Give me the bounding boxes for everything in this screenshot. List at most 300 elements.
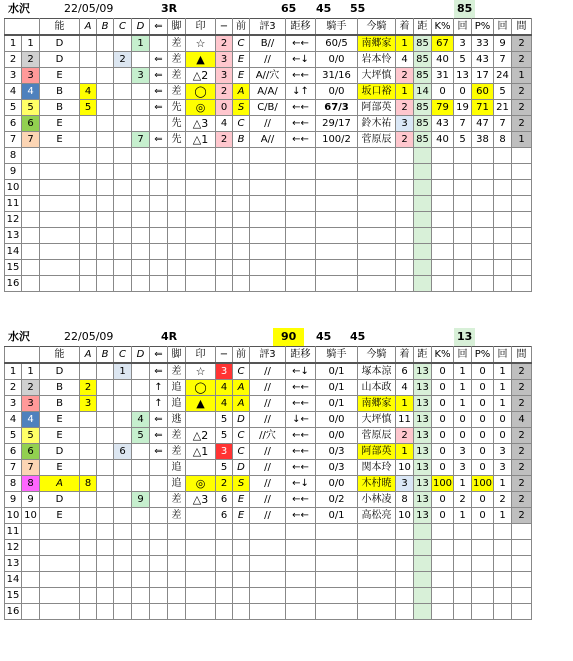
cell bbox=[168, 260, 186, 276]
cell: 4 bbox=[5, 84, 22, 100]
row-number: 11 bbox=[5, 524, 22, 540]
cell bbox=[216, 604, 233, 620]
cell bbox=[316, 180, 358, 196]
cell bbox=[132, 180, 150, 196]
cell: ↓↑ bbox=[286, 84, 316, 100]
cell bbox=[358, 228, 396, 244]
cell bbox=[432, 244, 454, 260]
cell bbox=[286, 244, 316, 260]
cell bbox=[396, 196, 414, 212]
cell bbox=[512, 260, 532, 276]
cell: 8 bbox=[494, 132, 512, 148]
cell: ←↓ bbox=[286, 52, 316, 68]
cell: A bbox=[233, 84, 250, 100]
cell: A bbox=[233, 380, 250, 396]
cell bbox=[286, 604, 316, 620]
cell bbox=[150, 244, 168, 260]
cell: 7 bbox=[494, 52, 512, 68]
cell bbox=[114, 132, 132, 148]
cell bbox=[494, 604, 512, 620]
cell: 0 bbox=[494, 428, 512, 444]
column-header: 脚 bbox=[168, 19, 186, 36]
cell bbox=[168, 588, 186, 604]
cell bbox=[396, 540, 414, 556]
cell: 0 bbox=[454, 84, 472, 100]
row-number: 8 bbox=[5, 148, 22, 164]
cell: ⇐ bbox=[150, 428, 168, 444]
cell bbox=[40, 260, 80, 276]
cell bbox=[97, 524, 114, 540]
cell bbox=[414, 180, 432, 196]
cell: E bbox=[40, 508, 80, 524]
cell bbox=[432, 604, 454, 620]
cell bbox=[414, 540, 432, 556]
cell: ⇐ bbox=[150, 132, 168, 148]
cell: △1 bbox=[186, 444, 216, 460]
cell bbox=[97, 244, 114, 260]
cell bbox=[186, 228, 216, 244]
cell: 南郷家 bbox=[358, 396, 396, 412]
cell bbox=[132, 572, 150, 588]
cell: 1 bbox=[22, 363, 40, 380]
cell: D bbox=[40, 444, 80, 460]
cell bbox=[494, 556, 512, 572]
cell bbox=[22, 244, 40, 260]
cell bbox=[233, 180, 250, 196]
cell bbox=[286, 572, 316, 588]
table-row[interactable] bbox=[5, 428, 532, 444]
cell bbox=[396, 260, 414, 276]
cell: // bbox=[250, 116, 286, 132]
empty-row bbox=[5, 196, 532, 212]
table-row[interactable] bbox=[5, 476, 532, 492]
cell: A/A/ bbox=[250, 84, 286, 100]
cell: ↑ bbox=[150, 380, 168, 396]
cell bbox=[494, 572, 512, 588]
cell bbox=[168, 540, 186, 556]
cell bbox=[216, 260, 233, 276]
cell: ←← bbox=[286, 35, 316, 52]
cell: 先 bbox=[168, 100, 186, 116]
cell bbox=[114, 540, 132, 556]
cell bbox=[22, 588, 40, 604]
cell: 5 bbox=[216, 412, 233, 428]
cell: 2 bbox=[512, 444, 532, 460]
cell bbox=[97, 412, 114, 428]
cell bbox=[132, 476, 150, 492]
cell: ←← bbox=[286, 132, 316, 148]
row-number: 16 bbox=[5, 604, 22, 620]
cell: 10 bbox=[396, 460, 414, 476]
empty-row bbox=[5, 540, 532, 556]
cell bbox=[80, 492, 97, 508]
cell bbox=[396, 524, 414, 540]
cell bbox=[454, 572, 472, 588]
cell bbox=[114, 276, 132, 292]
cell bbox=[286, 260, 316, 276]
table-row[interactable] bbox=[5, 444, 532, 460]
cell bbox=[454, 180, 472, 196]
cell: 13 bbox=[414, 492, 432, 508]
cell bbox=[186, 180, 216, 196]
cell bbox=[97, 228, 114, 244]
cell bbox=[472, 276, 494, 292]
cell bbox=[233, 572, 250, 588]
cell bbox=[414, 228, 432, 244]
table-row[interactable] bbox=[5, 412, 532, 428]
cell: 6 bbox=[22, 444, 40, 460]
cell: 7 bbox=[5, 460, 22, 476]
cell: 1 bbox=[454, 380, 472, 396]
cell bbox=[454, 196, 472, 212]
cell bbox=[114, 35, 132, 52]
cell bbox=[512, 524, 532, 540]
cell bbox=[250, 524, 286, 540]
cell: 85 bbox=[414, 52, 432, 68]
cell bbox=[454, 148, 472, 164]
cell: 塚本涼 bbox=[358, 363, 396, 380]
cell: 逃 bbox=[168, 412, 186, 428]
cell: 2 bbox=[494, 492, 512, 508]
cell bbox=[216, 196, 233, 212]
column-header: C bbox=[114, 347, 132, 364]
cell bbox=[494, 588, 512, 604]
table-row[interactable] bbox=[5, 508, 532, 524]
cell: C bbox=[233, 428, 250, 444]
cell bbox=[286, 228, 316, 244]
cell: 3 bbox=[5, 396, 22, 412]
cell: 鈴木祐 bbox=[358, 116, 396, 132]
cell bbox=[432, 180, 454, 196]
cell bbox=[80, 444, 97, 460]
cell: 1 bbox=[512, 68, 532, 84]
cell: ←← bbox=[286, 68, 316, 84]
cell bbox=[97, 380, 114, 396]
cell bbox=[286, 556, 316, 572]
cell bbox=[114, 428, 132, 444]
cell bbox=[316, 556, 358, 572]
cell bbox=[233, 524, 250, 540]
cell: 高松亮 bbox=[358, 508, 396, 524]
cell bbox=[216, 148, 233, 164]
column-header: B bbox=[97, 347, 114, 364]
cell: 3 bbox=[5, 68, 22, 84]
cell bbox=[150, 508, 168, 524]
cell bbox=[396, 572, 414, 588]
cell: B bbox=[40, 84, 80, 100]
cell: 4 bbox=[22, 84, 40, 100]
cell bbox=[40, 572, 80, 588]
cell: // bbox=[250, 363, 286, 380]
cell bbox=[216, 588, 233, 604]
cell bbox=[168, 180, 186, 196]
cell: 2 bbox=[216, 476, 233, 492]
cell: 0 bbox=[432, 428, 454, 444]
cell: D bbox=[40, 492, 80, 508]
cell: 岩本怜 bbox=[358, 52, 396, 68]
cell: 60/5 bbox=[316, 35, 358, 52]
cell: 4 bbox=[22, 412, 40, 428]
cell: D bbox=[233, 460, 250, 476]
cell bbox=[472, 212, 494, 228]
cell bbox=[97, 540, 114, 556]
cell: // bbox=[250, 380, 286, 396]
table-row[interactable] bbox=[5, 492, 532, 508]
cell: 13 bbox=[414, 460, 432, 476]
cell: 0 bbox=[472, 412, 494, 428]
cell bbox=[114, 196, 132, 212]
column-header: 脚 bbox=[168, 347, 186, 364]
cell: 7 bbox=[5, 132, 22, 148]
column-header: 前 bbox=[233, 347, 250, 364]
table-row[interactable] bbox=[5, 84, 532, 100]
column-header: K% bbox=[432, 19, 454, 36]
table-row[interactable] bbox=[5, 460, 532, 476]
cell: ⇐ bbox=[150, 363, 168, 380]
cell: 大坪慎 bbox=[358, 68, 396, 84]
column-header: B bbox=[97, 19, 114, 36]
cell bbox=[132, 116, 150, 132]
cell bbox=[432, 572, 454, 588]
cell: 7 bbox=[454, 116, 472, 132]
cell bbox=[97, 132, 114, 148]
cell bbox=[472, 228, 494, 244]
cell bbox=[150, 492, 168, 508]
cell bbox=[114, 116, 132, 132]
cell: 4 bbox=[132, 412, 150, 428]
cell: 40 bbox=[432, 52, 454, 68]
cell bbox=[286, 276, 316, 292]
cell bbox=[132, 228, 150, 244]
cell: 47 bbox=[472, 116, 494, 132]
cell: 1 bbox=[512, 132, 532, 148]
cell: 11 bbox=[396, 412, 414, 428]
table-row[interactable] bbox=[5, 363, 532, 380]
cell: 7 bbox=[22, 132, 40, 148]
cell bbox=[454, 588, 472, 604]
table-row[interactable] bbox=[5, 100, 532, 116]
cell bbox=[80, 68, 97, 84]
cell bbox=[250, 604, 286, 620]
cell: B// bbox=[250, 35, 286, 52]
cell: 3 bbox=[80, 396, 97, 412]
cell bbox=[132, 260, 150, 276]
cell bbox=[233, 228, 250, 244]
cell: // bbox=[250, 508, 286, 524]
cell bbox=[316, 244, 358, 260]
cell: 19 bbox=[454, 100, 472, 116]
cell bbox=[512, 196, 532, 212]
table-row[interactable] bbox=[5, 380, 532, 396]
cell bbox=[80, 212, 97, 228]
cell bbox=[114, 380, 132, 396]
cell: 5 bbox=[5, 428, 22, 444]
row-number: 12 bbox=[5, 540, 22, 556]
cell bbox=[233, 212, 250, 228]
cell bbox=[494, 276, 512, 292]
cell bbox=[358, 276, 396, 292]
cell bbox=[97, 460, 114, 476]
cell: C bbox=[233, 363, 250, 380]
cell bbox=[168, 276, 186, 292]
column-header: 評3 bbox=[250, 347, 286, 364]
cell bbox=[132, 604, 150, 620]
cell: 0 bbox=[454, 412, 472, 428]
cell: 0/0 bbox=[316, 412, 358, 428]
cell bbox=[250, 180, 286, 196]
cell: 67 bbox=[432, 35, 454, 52]
cell bbox=[40, 212, 80, 228]
cell bbox=[97, 260, 114, 276]
cell bbox=[494, 148, 512, 164]
cell bbox=[114, 412, 132, 428]
cell bbox=[316, 604, 358, 620]
cell bbox=[186, 588, 216, 604]
column-header: 回 bbox=[454, 347, 472, 364]
cell bbox=[40, 228, 80, 244]
cell: 差 bbox=[168, 84, 186, 100]
cell bbox=[80, 180, 97, 196]
cell: 9 bbox=[22, 492, 40, 508]
column-header: 能 bbox=[40, 19, 80, 36]
cell bbox=[216, 228, 233, 244]
cell bbox=[97, 396, 114, 412]
cell bbox=[396, 164, 414, 180]
cell: 43 bbox=[432, 116, 454, 132]
cell: 0/1 bbox=[316, 396, 358, 412]
cell: 差 bbox=[168, 428, 186, 444]
table-row[interactable] bbox=[5, 68, 532, 84]
column-header: 回 bbox=[454, 19, 472, 36]
cell: ←← bbox=[286, 460, 316, 476]
cell: 4 bbox=[80, 84, 97, 100]
cell bbox=[22, 148, 40, 164]
cell: 3 bbox=[396, 116, 414, 132]
cell bbox=[316, 164, 358, 180]
column-header: 騎手 bbox=[316, 19, 358, 36]
cell: 1 bbox=[454, 476, 472, 492]
cell bbox=[97, 572, 114, 588]
cell: 24 bbox=[494, 68, 512, 84]
row-number: 16 bbox=[5, 276, 22, 292]
cell bbox=[286, 588, 316, 604]
cell bbox=[132, 148, 150, 164]
cell: ▲ bbox=[186, 52, 216, 68]
table-row[interactable] bbox=[5, 116, 532, 132]
cell: ←← bbox=[286, 116, 316, 132]
row-number: 14 bbox=[5, 572, 22, 588]
column-header: P% bbox=[472, 347, 494, 364]
cell: 5 bbox=[454, 52, 472, 68]
cell bbox=[472, 196, 494, 212]
cell bbox=[150, 35, 168, 52]
cell: ⇐ bbox=[150, 84, 168, 100]
empty-row bbox=[5, 244, 532, 260]
table-row[interactable] bbox=[5, 396, 532, 412]
cell bbox=[80, 35, 97, 52]
cell: 差 bbox=[168, 508, 186, 524]
cell bbox=[186, 540, 216, 556]
cell: 1 bbox=[132, 35, 150, 52]
cell bbox=[432, 260, 454, 276]
cell bbox=[22, 604, 40, 620]
cell bbox=[114, 508, 132, 524]
cell: 0 bbox=[472, 380, 494, 396]
column-header: 間 bbox=[512, 19, 532, 36]
cell: ◎ bbox=[186, 100, 216, 116]
cell bbox=[97, 164, 114, 180]
cell bbox=[114, 180, 132, 196]
cell bbox=[250, 164, 286, 180]
cell: ◯ bbox=[186, 380, 216, 396]
cell: E bbox=[233, 68, 250, 84]
cell bbox=[396, 276, 414, 292]
cell: 0/0 bbox=[316, 52, 358, 68]
cell bbox=[454, 260, 472, 276]
cell: 6 bbox=[22, 116, 40, 132]
cell bbox=[97, 363, 114, 380]
cell bbox=[250, 540, 286, 556]
cell bbox=[250, 260, 286, 276]
cell: 0/0 bbox=[316, 84, 358, 100]
cell: 8 bbox=[22, 476, 40, 492]
cell bbox=[132, 556, 150, 572]
empty-row bbox=[5, 164, 532, 180]
cell bbox=[132, 244, 150, 260]
cell: 0/0 bbox=[316, 428, 358, 444]
cell: D bbox=[40, 35, 80, 52]
cell: // bbox=[250, 412, 286, 428]
column-header: 距 bbox=[414, 19, 432, 36]
cell bbox=[22, 228, 40, 244]
cell bbox=[80, 228, 97, 244]
cell bbox=[132, 100, 150, 116]
column-header: − bbox=[216, 19, 233, 36]
cell bbox=[233, 604, 250, 620]
cell bbox=[250, 588, 286, 604]
cell bbox=[316, 572, 358, 588]
table-row[interactable] bbox=[5, 132, 532, 148]
cell bbox=[432, 276, 454, 292]
cell bbox=[454, 524, 472, 540]
cell bbox=[186, 244, 216, 260]
cell bbox=[186, 212, 216, 228]
cell bbox=[22, 164, 40, 180]
cell bbox=[22, 196, 40, 212]
cell bbox=[216, 244, 233, 260]
cell: 5 bbox=[22, 100, 40, 116]
cell bbox=[432, 212, 454, 228]
cell bbox=[414, 572, 432, 588]
cell: △2 bbox=[186, 428, 216, 444]
cell: △3 bbox=[186, 492, 216, 508]
cell bbox=[316, 276, 358, 292]
table-row[interactable] bbox=[5, 52, 532, 68]
cell: 0/3 bbox=[316, 444, 358, 460]
cell: 3 bbox=[396, 476, 414, 492]
cell: 0 bbox=[432, 460, 454, 476]
cell bbox=[216, 276, 233, 292]
cell bbox=[150, 588, 168, 604]
cell bbox=[168, 164, 186, 180]
cell: ↑ bbox=[150, 396, 168, 412]
cell: 6 bbox=[216, 508, 233, 524]
cell: C bbox=[233, 116, 250, 132]
cell: 6 bbox=[216, 492, 233, 508]
cell bbox=[150, 604, 168, 620]
cell bbox=[396, 244, 414, 260]
table-row[interactable] bbox=[5, 35, 532, 52]
